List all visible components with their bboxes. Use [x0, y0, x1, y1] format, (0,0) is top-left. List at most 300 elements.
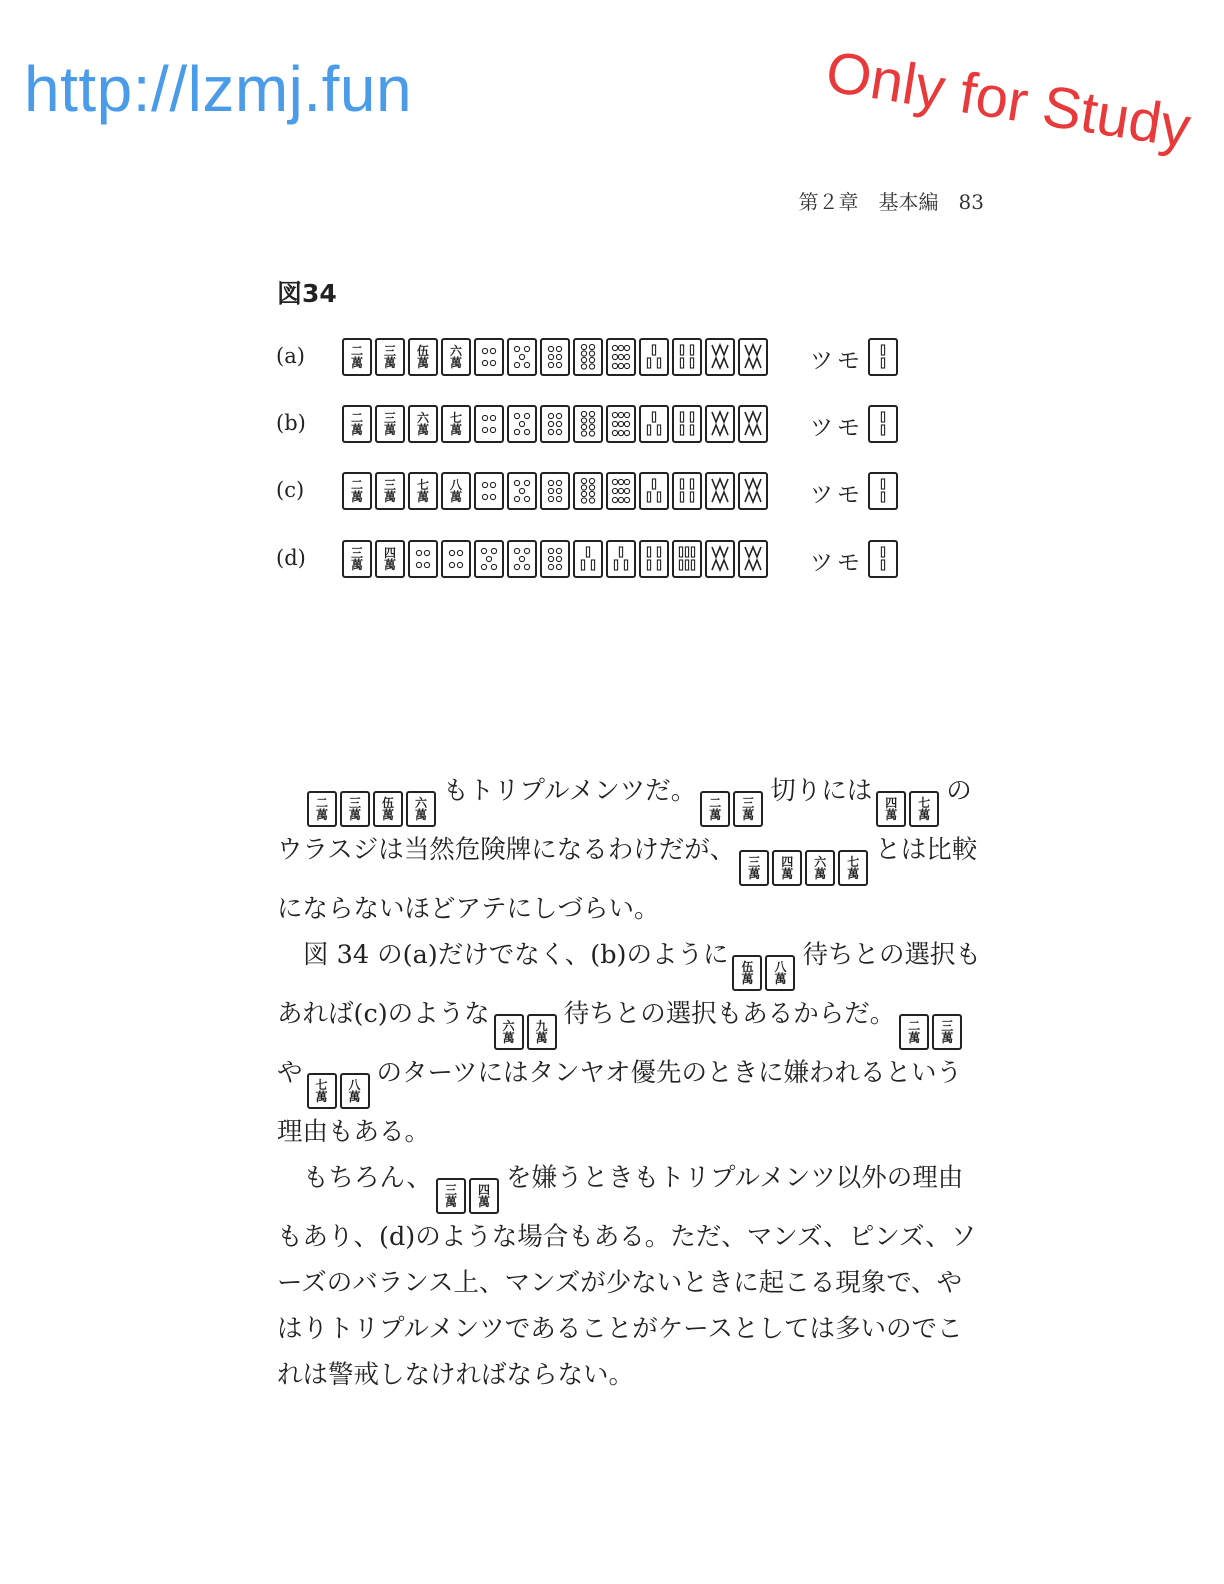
pin-dot	[589, 411, 594, 416]
man-tile	[909, 791, 939, 827]
man-tile	[700, 791, 730, 827]
pin-dot	[581, 364, 586, 369]
tile-number: 伍	[741, 960, 754, 974]
pin-dot	[624, 345, 629, 350]
tile-suit: 萬	[502, 1031, 515, 1045]
sou-stick	[680, 479, 683, 489]
sou-tile	[639, 405, 669, 443]
pin-dot	[556, 548, 561, 553]
sou-stick	[680, 358, 683, 368]
tile-number: 三	[941, 1019, 954, 1033]
man-tile	[436, 1178, 466, 1214]
pin-dot	[581, 418, 586, 423]
tile-number: 三	[748, 855, 761, 869]
pin-tile	[573, 338, 603, 376]
sou-stick	[881, 479, 884, 489]
man-tile	[765, 955, 795, 991]
sou-stick	[647, 425, 650, 435]
man-tile	[494, 1014, 524, 1050]
pin-dot	[612, 430, 617, 435]
sou-stick	[614, 560, 617, 570]
sou-stick	[691, 560, 694, 570]
pin-dot	[457, 562, 462, 567]
tile-suit: 萬	[781, 867, 794, 881]
tile-number: 七	[847, 855, 860, 869]
man-tile	[838, 850, 868, 886]
pin-dot	[624, 497, 629, 502]
man-tile	[342, 338, 372, 376]
tile-number: 七	[416, 478, 429, 492]
pin-tile	[573, 472, 603, 510]
tile-suit: 萬	[381, 808, 394, 822]
sou-tile	[606, 540, 636, 578]
pin-dot	[618, 497, 623, 502]
sou-stick	[712, 479, 728, 502]
sou-stick	[881, 412, 884, 422]
sou-tile	[705, 472, 735, 510]
sou-tile	[705, 405, 735, 443]
sou-tile	[738, 540, 768, 578]
pin-dot	[618, 345, 623, 350]
man-tile	[406, 791, 436, 827]
man-tile	[375, 472, 405, 510]
man-tile	[408, 338, 438, 376]
pin-dot	[524, 548, 529, 553]
pin-tile	[573, 405, 603, 443]
tile-suit: 萬	[350, 490, 363, 504]
pin-tile	[507, 405, 537, 443]
paragraph-3: もちろん、 三 萬 四 萬 を嫌うときもトリプルメンツ以外の理由もあり、(d)のような場合もある。ただ、マンズ、ピンズ、ソーズのバランス上、マンズが少ないときに起こる現象で、やはりトリプルメンツであることがケースとしては多いのでこれは警戒しなければならない。	[277, 1155, 987, 1398]
pin-dot	[624, 488, 629, 493]
man-tile	[408, 405, 438, 443]
pin-dot	[581, 411, 586, 416]
pin-dot	[491, 548, 496, 553]
sou-stick	[745, 547, 761, 570]
tile-group	[307, 768, 439, 827]
pin-dot	[581, 351, 586, 356]
sou-stick	[881, 425, 884, 435]
watermark-url: http://lzmj.fun	[24, 53, 413, 125]
pin-dot	[556, 421, 561, 426]
sou-stick	[690, 425, 693, 435]
pin-dot	[548, 496, 553, 501]
tile-suit: 萬	[741, 972, 754, 986]
tile-number: 三	[383, 344, 396, 358]
hand-label: (b)	[276, 411, 306, 435]
sou-stick	[881, 492, 884, 502]
pin-dot	[624, 354, 629, 359]
pin-dot	[548, 362, 553, 367]
pin-tile	[507, 540, 537, 578]
man-tile	[772, 850, 802, 886]
sou-stick	[690, 479, 693, 489]
tile-suit: 萬	[348, 1090, 361, 1104]
sou-stick	[647, 492, 650, 502]
pin-dot	[449, 550, 454, 555]
pin-dot	[581, 491, 586, 496]
pin-dot	[482, 415, 487, 420]
tile-suit: 萬	[918, 808, 931, 822]
pin-tile	[474, 472, 504, 510]
pin-dot	[556, 362, 561, 367]
tile-number: 三	[383, 478, 396, 492]
tile-group	[876, 768, 942, 827]
tile-suit: 萬	[348, 808, 361, 822]
pin-dot	[482, 427, 487, 432]
sou-stick	[679, 560, 682, 570]
hand-label: (d)	[276, 546, 306, 570]
sou-stick	[712, 412, 728, 435]
pin-dot	[519, 421, 524, 426]
sou-stick	[619, 547, 622, 557]
pin-dot	[612, 488, 617, 493]
pin-tile	[474, 338, 504, 376]
sou-stick	[657, 358, 660, 368]
pin-tile	[474, 540, 504, 578]
pin-dot	[490, 427, 495, 432]
pin-dot	[514, 362, 519, 367]
sou-stick	[685, 560, 688, 570]
sou-stick	[657, 560, 660, 570]
man-tile	[932, 1014, 962, 1050]
tile-suit: 萬	[941, 1031, 954, 1045]
pin-tile	[441, 540, 471, 578]
tile-suit: 萬	[416, 356, 429, 370]
tile-group	[494, 991, 560, 1050]
pin-dot	[490, 494, 495, 499]
sou-stick	[690, 492, 693, 502]
tile-group	[436, 1155, 502, 1214]
pin-tile	[540, 472, 570, 510]
pin-dot	[548, 556, 553, 561]
pin-dot	[589, 351, 594, 356]
tile-suit: 萬	[449, 490, 462, 504]
pin-dot	[581, 344, 586, 349]
man-tile	[408, 472, 438, 510]
sou-tile	[672, 472, 702, 510]
pin-dot	[524, 346, 529, 351]
tile-suit: 萬	[478, 1195, 491, 1209]
pin-dot	[457, 550, 462, 555]
man-tile	[441, 338, 471, 376]
sou-tile	[868, 540, 898, 578]
sou-tile	[738, 338, 768, 376]
man-tile	[876, 791, 906, 827]
sou-tile	[672, 338, 702, 376]
pin-dot	[612, 354, 617, 359]
pin-dot	[618, 430, 623, 435]
pin-dot	[524, 480, 529, 485]
tile-number: 四	[383, 546, 396, 560]
tsumo-label: ツモ	[810, 482, 864, 508]
tsumo-tile	[868, 338, 901, 376]
pin-dot	[581, 431, 586, 436]
pin-dot	[524, 413, 529, 418]
pin-tile	[474, 405, 504, 443]
pin-dot	[612, 479, 617, 484]
tile-number: 六	[814, 855, 827, 869]
sou-tile	[738, 405, 768, 443]
tsumo-tile	[868, 472, 901, 510]
running-head: 第２章 基本編 83	[798, 190, 984, 214]
man-tile	[441, 405, 471, 443]
pin-dot	[514, 564, 519, 569]
tile-suit: 萬	[383, 356, 396, 370]
tile-number: 三	[350, 546, 363, 560]
sou-stick	[652, 479, 655, 489]
pin-dot	[449, 562, 454, 567]
pin-dot	[612, 421, 617, 426]
tile-group	[700, 768, 766, 827]
pin-dot	[514, 480, 519, 485]
tile-suit: 萬	[416, 423, 429, 437]
pin-dot	[519, 556, 524, 561]
tile-number: 八	[774, 960, 787, 974]
pin-dot	[618, 412, 623, 417]
pin-dot	[548, 413, 553, 418]
pin-dot	[589, 357, 594, 362]
sou-tile	[639, 472, 669, 510]
pin-dot	[589, 344, 594, 349]
pin-dot	[589, 424, 594, 429]
tile-number: 伍	[416, 344, 429, 358]
pin-dot	[514, 496, 519, 501]
tile-suit: 萬	[535, 1031, 548, 1045]
man-tile	[342, 472, 372, 510]
tsumo-label: ツモ	[810, 415, 864, 441]
pin-dot	[514, 429, 519, 434]
pin-dot	[548, 548, 553, 553]
tile-suit: 萬	[315, 808, 328, 822]
man-tile	[340, 1073, 370, 1109]
pin-tile	[606, 405, 636, 443]
pin-dot	[581, 357, 586, 362]
pin-dot	[548, 346, 553, 351]
sou-tile	[672, 540, 702, 578]
body-text	[277, 768, 987, 1398]
pin-dot	[490, 348, 495, 353]
man-tile	[375, 338, 405, 376]
pin-dot	[618, 488, 623, 493]
sou-stick	[690, 345, 693, 355]
sou-tile	[672, 405, 702, 443]
tsumo-label: ツモ	[810, 550, 864, 576]
hand-label: (a)	[276, 344, 305, 368]
sou-stick	[657, 547, 660, 557]
pin-dot	[624, 479, 629, 484]
pin-dot	[556, 564, 561, 569]
pin-tile	[606, 338, 636, 376]
tile-number: 二	[350, 478, 363, 492]
sou-stick	[680, 345, 683, 355]
tile-number: 三	[445, 1183, 458, 1197]
sou-stick	[685, 547, 688, 557]
pin-dot	[424, 550, 429, 555]
pin-dot	[514, 548, 519, 553]
tile-suit: 萬	[885, 808, 898, 822]
sou-stick	[652, 412, 655, 422]
sou-tile	[868, 472, 898, 510]
pin-dot	[491, 564, 496, 569]
tile-suit: 萬	[774, 972, 787, 986]
tile-number: 伍	[381, 796, 394, 810]
sou-stick	[657, 425, 660, 435]
man-tile	[732, 955, 762, 991]
pin-dot	[581, 478, 586, 483]
pin-dot	[548, 429, 553, 434]
pin-dot	[482, 482, 487, 487]
tile-group	[739, 827, 871, 886]
pin-dot	[524, 429, 529, 434]
pin-dot	[618, 479, 623, 484]
pin-dot	[514, 346, 519, 351]
pin-dot	[624, 430, 629, 435]
tile-number: 六	[449, 344, 462, 358]
hand-tiles	[342, 405, 771, 443]
sou-stick	[881, 345, 884, 355]
pin-dot	[624, 421, 629, 426]
tile-suit: 萬	[416, 490, 429, 504]
pin-dot	[548, 488, 553, 493]
tile-number: 四	[781, 855, 794, 869]
pin-dot	[482, 360, 487, 365]
man-tile	[340, 791, 370, 827]
tile-suit: 萬	[315, 1090, 328, 1104]
sou-stick	[657, 492, 660, 502]
pin-tile	[606, 472, 636, 510]
sou-stick	[680, 412, 683, 422]
tile-number: 四	[478, 1183, 491, 1197]
tile-number: 八	[449, 478, 462, 492]
figure-title: 図34	[277, 279, 337, 308]
sou-stick	[647, 547, 650, 557]
tile-number: 七	[315, 1078, 328, 1092]
tile-suit: 萬	[449, 423, 462, 437]
sou-stick	[712, 345, 728, 368]
pin-tile	[540, 338, 570, 376]
pin-dot	[556, 496, 561, 501]
tile-suit: 萬	[709, 808, 722, 822]
tile-number: 三	[742, 796, 755, 810]
sou-tile	[573, 540, 603, 578]
tile-number: 二	[908, 1019, 921, 1033]
hand-label: (c)	[276, 478, 305, 502]
tile-number: 二	[350, 344, 363, 358]
tile-number: 八	[348, 1078, 361, 1092]
pin-dot	[612, 412, 617, 417]
sou-stick	[624, 560, 627, 570]
tile-number: 二	[709, 796, 722, 810]
pin-dot	[548, 421, 553, 426]
sou-stick	[881, 358, 884, 368]
pin-dot	[624, 363, 629, 368]
tsumo-tile	[868, 405, 901, 443]
hand-tiles	[342, 472, 771, 510]
watermark-study: Only for Study	[821, 38, 1195, 161]
pin-dot	[556, 429, 561, 434]
sou-stick	[690, 358, 693, 368]
tile-suit: 萬	[383, 423, 396, 437]
hand-tiles	[342, 540, 771, 578]
tile-number: 三	[383, 411, 396, 425]
man-tile	[805, 850, 835, 886]
sou-stick	[881, 547, 884, 557]
tile-number: 六	[414, 796, 427, 810]
tile-suit: 萬	[814, 867, 827, 881]
sou-stick	[690, 412, 693, 422]
tile-number: 七	[449, 411, 462, 425]
pin-dot	[519, 488, 524, 493]
tile-suit: 萬	[350, 423, 363, 437]
man-tile	[733, 791, 763, 827]
pin-dot	[556, 556, 561, 561]
sou-stick	[586, 547, 589, 557]
sou-tile	[705, 540, 735, 578]
sou-tile	[639, 540, 669, 578]
sou-stick	[680, 425, 683, 435]
man-tile	[441, 472, 471, 510]
tile-suit: 萬	[445, 1195, 458, 1209]
paragraph-2: 図 34 の(a)だけでなく、(b)のように 伍 萬 八 萬 待ちとの選択もあれば(c)のような 六 萬 九 萬 待ちとの選択もあるからだ。 二 萬 三 萬 や 七 萬 八 萬 のターツにはタンヤオ優先のときに嫌われるという理由もある。	[277, 932, 987, 1155]
tile-number: 二	[350, 411, 363, 425]
pin-dot	[589, 485, 594, 490]
sou-stick	[647, 560, 650, 570]
pin-dot	[618, 421, 623, 426]
sou-stick	[652, 345, 655, 355]
sou-stick	[745, 345, 761, 368]
sou-stick	[581, 560, 584, 570]
sou-stick	[591, 560, 594, 570]
tile-group	[899, 991, 965, 1050]
pin-dot	[589, 498, 594, 503]
pin-tile	[540, 540, 570, 578]
pin-dot	[556, 346, 561, 351]
tsumo-label: ツモ	[810, 348, 864, 374]
pin-dot	[612, 363, 617, 368]
sou-stick	[712, 547, 728, 570]
hand-tiles	[342, 338, 771, 376]
tile-suit: 萬	[383, 558, 396, 572]
sou-stick	[679, 547, 682, 557]
pin-dot	[481, 548, 486, 553]
pin-dot	[490, 360, 495, 365]
sou-stick	[745, 479, 761, 502]
pin-tile	[540, 405, 570, 443]
tile-suit: 萬	[742, 808, 755, 822]
tile-number: 七	[918, 796, 931, 810]
pin-dot	[589, 418, 594, 423]
man-tile	[739, 850, 769, 886]
pin-dot	[524, 362, 529, 367]
tile-suit: 萬	[350, 356, 363, 370]
pin-dot	[556, 480, 561, 485]
pin-dot	[612, 345, 617, 350]
pin-dot	[556, 354, 561, 359]
man-tile	[373, 791, 403, 827]
sou-stick	[745, 412, 761, 435]
pin-dot	[482, 494, 487, 499]
pin-dot	[581, 485, 586, 490]
sou-stick	[881, 560, 884, 570]
tile-suit: 萬	[748, 867, 761, 881]
pin-dot	[524, 564, 529, 569]
sou-tile	[738, 472, 768, 510]
tile-suit: 萬	[449, 356, 462, 370]
pin-dot	[490, 415, 495, 420]
pin-dot	[514, 413, 519, 418]
pin-dot	[618, 354, 623, 359]
pin-dot	[416, 562, 421, 567]
